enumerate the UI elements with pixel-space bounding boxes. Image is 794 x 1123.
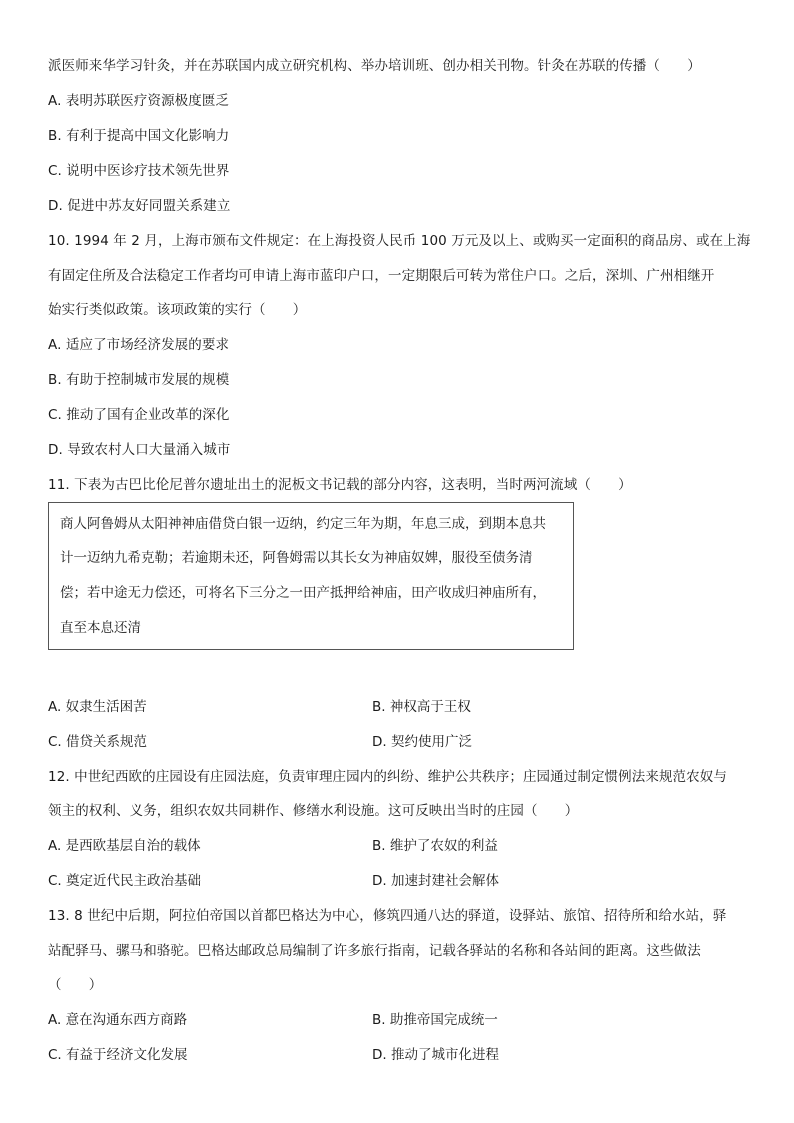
q13-option-c[interactable]: C. 有益于经济文化发展 (48, 1047, 188, 1063)
q11-stem: 11. 下表为古巴比伦尼普尔遗址出土的泥板文书记载的部分内容，这表明，当时两河流域（ ） (48, 477, 632, 493)
q10-option-c[interactable]: C. 推动了国有企业改革的深化 (48, 407, 230, 423)
q11-option-a[interactable]: A. 奴隶生活困苦 (48, 699, 147, 715)
q12-option-d[interactable]: D. 加速封建社会解体 (372, 873, 499, 889)
q11-quote-line-1: 商人阿鲁姆从太阳神神庙借贷白银一迈纳，约定三年为期，年息三成，到期本息共 (60, 516, 546, 532)
q9-option-c[interactable]: C. 说明中医诊疗技术领先世界 (48, 163, 230, 179)
q11-quote-line-2: 计一迈纳九希克勒；若逾期未还，阿鲁姆需以其长女为神庙奴婢，服役至债务清 (60, 550, 533, 566)
q10-stem-line-3: 始实行类似政策。该项政策的实行（ ） (48, 302, 307, 318)
q13-stem-line-1: 13. 8 世纪中后期，阿拉伯帝国以首都巴格达为中心，修筑四通八达的驿道，设驿站、旅馆、招待所和给水站，驿 (48, 908, 727, 924)
q13-stem-line-3: （ ） (48, 977, 103, 993)
q11-quote-line-3: 偿；若中途无力偿还，可将名下三分之一田产抵押给神庙，田产收成归神庙所有， (60, 585, 546, 601)
q12-stem-line-2: 领主的权利、义务，组织农奴共同耕作、修缮水利设施。这可反映出当时的庄园（ ） (48, 803, 579, 819)
q10-option-b[interactable]: B. 有助于控制城市发展的规模 (48, 372, 230, 388)
q11-option-b[interactable]: B. 神权高于王权 (372, 699, 471, 715)
q13-option-a[interactable]: A. 意在沟通东西方商路 (48, 1012, 188, 1028)
q13-option-d[interactable]: D. 推动了城市化进程 (372, 1047, 499, 1063)
q10-stem-line-1: 10. 1994 年 2 月，上海市颁布文件规定：在上海投资人民币 100 万元及以上、或购买一定面积的商品房、或在上海 (48, 233, 751, 249)
q11-quote-box (48, 502, 574, 650)
q12-option-c[interactable]: C. 奠定近代民主政治基础 (48, 873, 202, 889)
q9-option-d[interactable]: D. 促进中苏友好同盟关系建立 (48, 198, 231, 214)
q9-option-b[interactable]: B. 有利于提高中国文化影响力 (48, 128, 230, 144)
q9-option-a[interactable]: A. 表明苏联医疗资源极度匮乏 (48, 93, 230, 109)
q9-stem-tail: 派医师来华学习针灸，并在苏联国内成立研究机构、举办培训班、创办相关刊物。针灸在苏联的传播（ ） (48, 58, 701, 74)
q11-quote-line-4: 直至本息还清 (60, 620, 141, 636)
q12-stem-line-1: 12. 中世纪西欧的庄园设有庄园法庭，负责审理庄园内的纠纷、维护公共秩序；庄园通过制定惯例法来规范农奴与 (48, 769, 727, 785)
q12-option-a[interactable]: A. 是西欧基层自治的载体 (48, 838, 201, 854)
q11-option-c[interactable]: C. 借贷关系规范 (48, 734, 148, 750)
q11-option-d[interactable]: D. 契约使用广泛 (372, 734, 472, 750)
q10-stem-line-2: 有固定住所及合法稳定工作者均可申请上海市蓝印户口，一定期限后可转为常住户口。之后，深圳、广州相继开 (48, 268, 715, 284)
q12-option-b[interactable]: B. 维护了农奴的利益 (372, 838, 498, 854)
q10-option-d[interactable]: D. 导致农村人口大量涌入城市 (48, 442, 231, 458)
q13-option-b[interactable]: B. 助推帝国完成统一 (372, 1012, 498, 1028)
q10-option-a[interactable]: A. 适应了市场经济发展的要求 (48, 337, 230, 353)
q13-stem-line-2: 站配驿马、骡马和骆驼。巴格达邮政总局编制了许多旅行指南，记载各驿站的名称和各站间的距离。这些做法 (48, 943, 701, 959)
